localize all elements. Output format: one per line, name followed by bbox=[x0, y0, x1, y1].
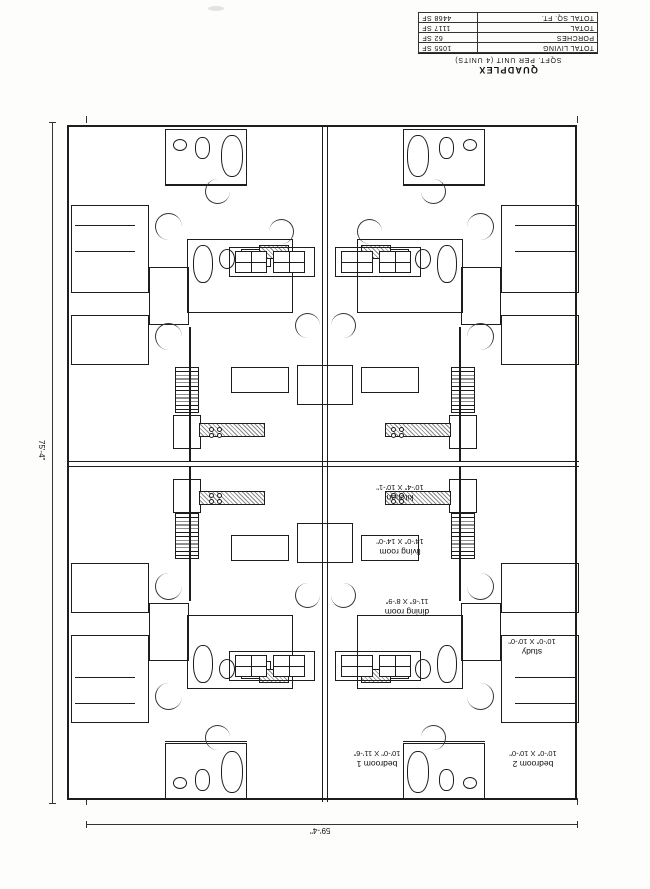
area-value: 62 SF bbox=[419, 33, 478, 43]
closet-shelf bbox=[75, 251, 135, 252]
washer-dryer-fixture bbox=[379, 251, 411, 273]
door-swing-icon bbox=[421, 725, 446, 750]
room-label-study bbox=[489, 637, 575, 657]
table-row bbox=[419, 33, 598, 43]
bathtub-fixture bbox=[407, 135, 429, 177]
closet-shelf bbox=[515, 251, 575, 252]
unit-bl-closet-center bbox=[231, 535, 289, 561]
door-swing-icon bbox=[205, 179, 230, 204]
door-swing-icon bbox=[331, 583, 356, 608]
dimension-line-vertical bbox=[52, 122, 53, 804]
stair-fixture bbox=[451, 367, 475, 413]
door-swing-icon bbox=[467, 213, 494, 240]
area-value: 1055 SF bbox=[419, 43, 478, 53]
dimension-line-horizontal bbox=[86, 824, 578, 825]
range-burner-icon bbox=[399, 433, 404, 438]
unit-tr-hall-closet bbox=[501, 315, 579, 365]
closet-shelf bbox=[75, 225, 135, 226]
unit-tl-vertical-wall bbox=[189, 327, 191, 461]
room-dimensions: 11'-6" X 8'-9" bbox=[385, 597, 429, 607]
closet-shelf bbox=[75, 703, 135, 704]
room-dimensions: 10'-0" X 10'-0" bbox=[508, 637, 556, 647]
party-wall-vertical-2 bbox=[327, 127, 328, 802]
door-swing-icon bbox=[269, 219, 294, 244]
room-name: bedroom 2 bbox=[512, 759, 554, 769]
door-swing-icon bbox=[155, 683, 182, 710]
room-dimensions: 10'-0" X 11'-6" bbox=[353, 749, 401, 759]
room-label-dining-room bbox=[357, 597, 457, 617]
room-label-bedroom-2 bbox=[487, 749, 579, 769]
washer-dryer-fixture bbox=[273, 655, 305, 677]
sink-fixture bbox=[463, 777, 477, 789]
area-label: TOTAL LIVING bbox=[478, 43, 598, 53]
stair-fixture bbox=[175, 513, 199, 559]
bathtub-fixture bbox=[437, 245, 457, 283]
room-name: bedroom 1 bbox=[356, 759, 398, 769]
unit-tr-vertical-wall bbox=[459, 327, 461, 461]
door-swing-icon bbox=[467, 683, 494, 710]
dimension-label-height: 75'-4" bbox=[37, 440, 46, 461]
unit-br-closet bbox=[501, 563, 579, 613]
dimension-tick bbox=[49, 803, 56, 804]
unit-bl-closet bbox=[71, 563, 149, 613]
central-core-top bbox=[297, 365, 353, 405]
unit-tr-closet bbox=[501, 205, 579, 293]
room-dimensions: 10'-4" X 10'-1" bbox=[376, 483, 424, 493]
closet-shelf bbox=[515, 225, 575, 226]
unit-bl-vertical-wall bbox=[189, 467, 191, 601]
door-swing-icon bbox=[295, 583, 320, 608]
area-table bbox=[418, 12, 598, 53]
washer-dryer-fixture bbox=[273, 251, 305, 273]
kitchen-island bbox=[449, 415, 477, 449]
area-label: TOTAL SQ. FT. bbox=[478, 13, 598, 23]
unit-tl-hall-closet bbox=[71, 315, 149, 365]
plan-subtitle: SQFT. PER UNIT (4 UNITS) bbox=[418, 53, 598, 63]
unit-bl-entry-wall bbox=[149, 603, 189, 661]
dimension-tick bbox=[577, 821, 578, 828]
washer-dryer-fixture bbox=[235, 251, 267, 273]
toilet-fixture bbox=[439, 137, 454, 159]
sink-fixture bbox=[463, 139, 477, 151]
range-burner-icon bbox=[209, 433, 214, 438]
toilet-fixture bbox=[195, 137, 210, 159]
closet-shelf bbox=[515, 703, 575, 704]
sink-fixture bbox=[173, 139, 187, 151]
washer-dryer-fixture bbox=[341, 251, 373, 273]
unit-tl-entry-wall bbox=[149, 267, 189, 325]
dimension-label-width: 59'-4" bbox=[310, 826, 331, 835]
area-value: 4468 SF bbox=[419, 13, 478, 23]
range-burner-icon bbox=[217, 433, 222, 438]
room-name: living room bbox=[379, 547, 421, 557]
party-wall-horizontal bbox=[69, 461, 579, 462]
area-label: PORCHES bbox=[478, 33, 598, 43]
door-swing-icon bbox=[467, 573, 494, 600]
room-dimensions: 10'-0" X 10'-0" bbox=[509, 749, 557, 759]
building-outline bbox=[67, 125, 577, 800]
room-dimensions: 14'-0" X 14'-0" bbox=[376, 537, 424, 547]
unit-tl-closet-center bbox=[231, 367, 289, 393]
plan-drawing bbox=[62, 120, 582, 805]
kitchen-island bbox=[449, 479, 477, 513]
washer-dryer-fixture bbox=[341, 655, 373, 677]
door-swing-icon bbox=[155, 323, 182, 350]
room-label-bedroom-1 bbox=[327, 749, 427, 769]
door-swing-icon bbox=[421, 179, 446, 204]
closet-shelf bbox=[515, 677, 575, 678]
area-label: TOTAL bbox=[478, 23, 598, 33]
door-swing-icon bbox=[331, 313, 356, 338]
scan-artifact bbox=[208, 6, 224, 11]
door-swing-icon bbox=[467, 323, 494, 350]
stair-fixture bbox=[175, 367, 199, 413]
stair-fixture bbox=[451, 513, 475, 559]
dimension-tick bbox=[86, 821, 87, 828]
door-swing-icon bbox=[155, 573, 182, 600]
unit-bl-closet-2 bbox=[71, 635, 149, 723]
unit-tl-closet bbox=[71, 205, 149, 293]
bathtub-fixture bbox=[437, 645, 457, 683]
washer-dryer-fixture bbox=[235, 655, 267, 677]
door-swing-icon bbox=[357, 219, 382, 244]
table-row bbox=[419, 23, 598, 33]
toilet-fixture bbox=[195, 769, 210, 791]
toilet-fixture bbox=[439, 769, 454, 791]
door-swing-icon bbox=[205, 725, 230, 750]
door-swing-icon bbox=[155, 213, 182, 240]
unit-tr-closet-center bbox=[361, 367, 419, 393]
room-name: dining room bbox=[384, 607, 430, 617]
party-wall-vertical bbox=[322, 127, 323, 802]
title-block bbox=[418, 12, 598, 74]
bathtub-fixture bbox=[193, 645, 213, 683]
plan-title: QUADPLEX bbox=[478, 65, 538, 75]
bathtub-fixture bbox=[221, 135, 243, 177]
kitchen-island bbox=[173, 415, 201, 449]
room-name: study bbox=[521, 647, 543, 657]
kitchen-island bbox=[173, 479, 201, 513]
area-value: 1117 SF bbox=[419, 23, 478, 33]
dimension-tick bbox=[49, 122, 56, 123]
door-swing-icon bbox=[295, 313, 320, 338]
washer-dryer-fixture bbox=[379, 655, 411, 677]
central-core-bottom bbox=[297, 523, 353, 563]
room-label-living-room bbox=[355, 537, 445, 557]
room-name: kitchen bbox=[386, 493, 414, 503]
sink-fixture bbox=[173, 777, 187, 789]
unit-br-vertical-wall bbox=[459, 467, 461, 601]
bathtub-fixture bbox=[193, 245, 213, 283]
table-row bbox=[419, 43, 598, 53]
room-label-kitchen bbox=[355, 483, 445, 503]
unit-tr-entry-wall bbox=[461, 267, 501, 325]
closet-shelf bbox=[75, 677, 135, 678]
range-burner-icon bbox=[391, 433, 396, 438]
party-wall-horizontal-2 bbox=[69, 466, 579, 467]
table-row bbox=[419, 13, 598, 23]
bathtub-fixture bbox=[221, 751, 243, 793]
